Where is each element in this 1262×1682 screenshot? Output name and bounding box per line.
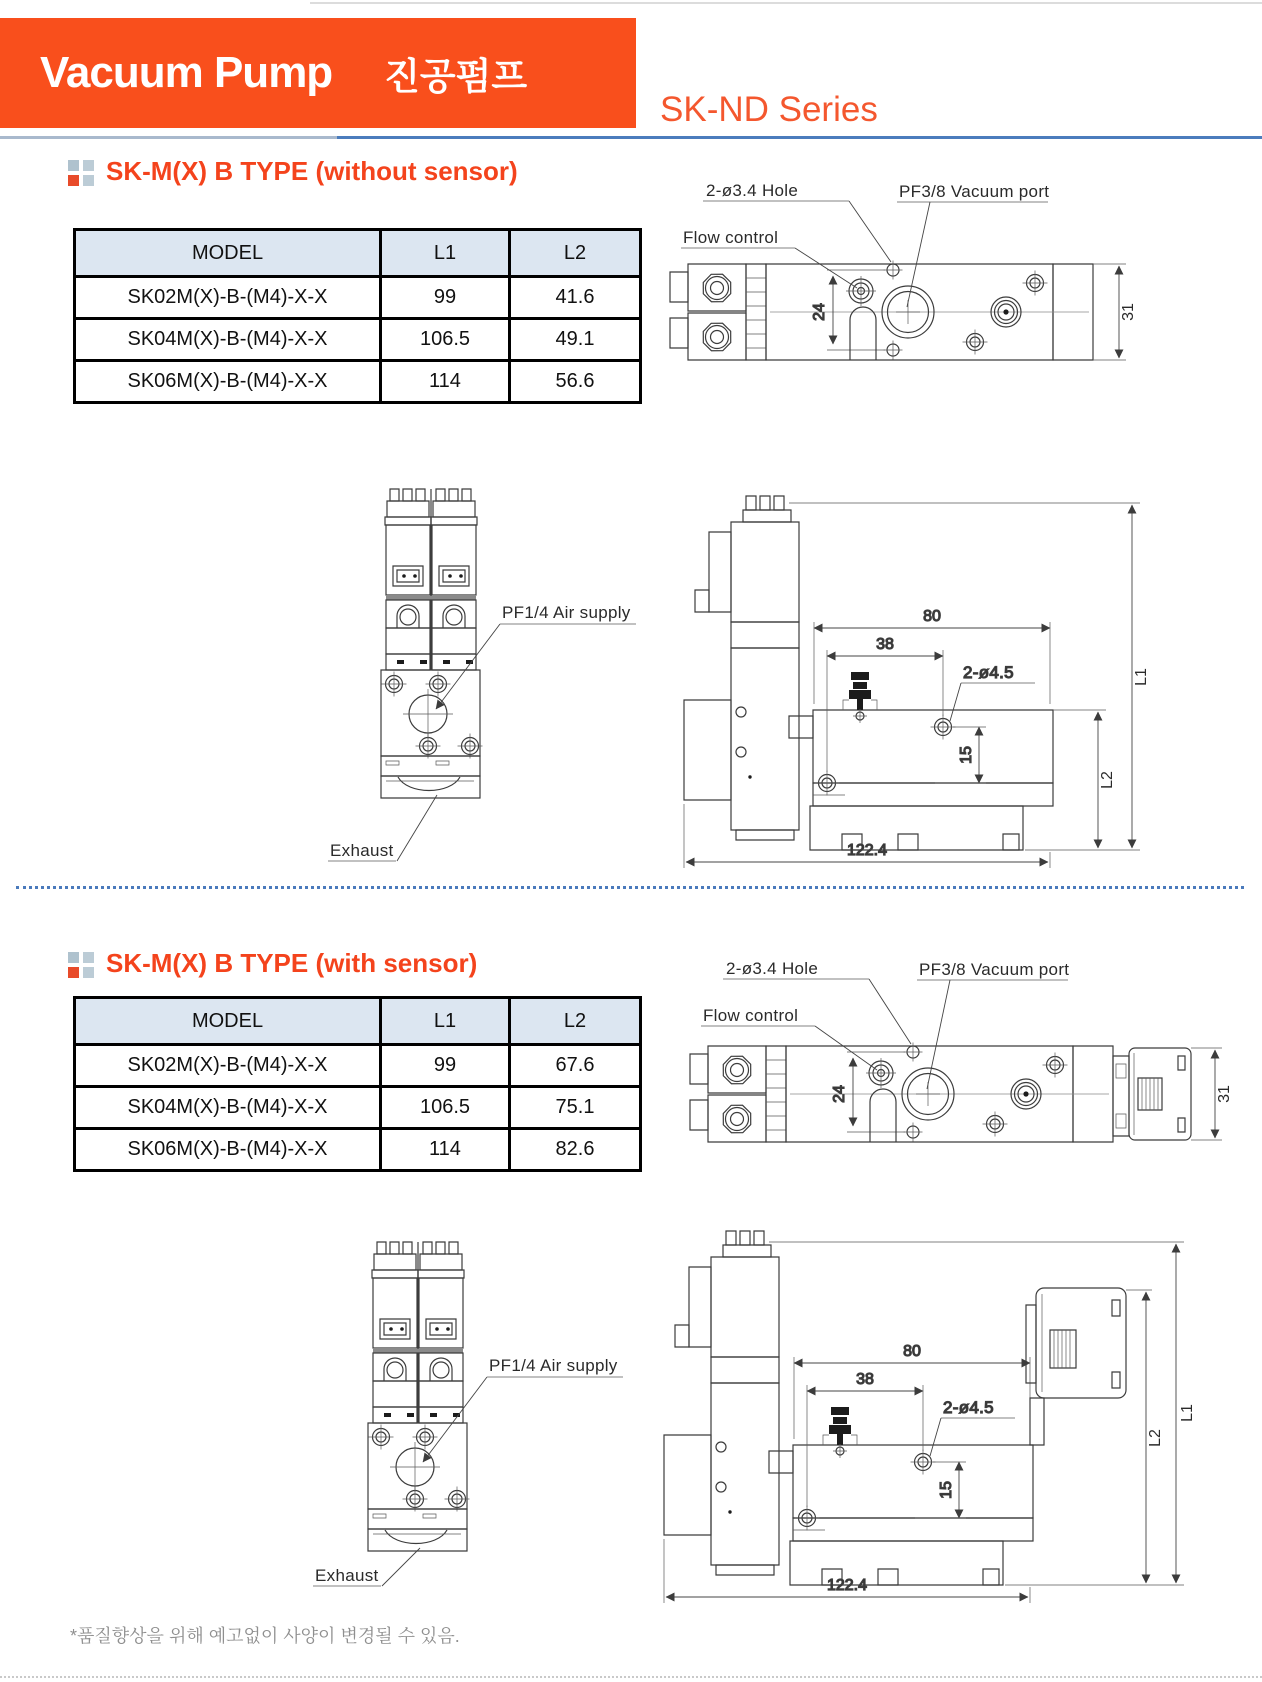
section-title-without-sensor: SK-M(X) B TYPE (without sensor) <box>106 156 518 186</box>
hole-label: 2-ø3.4 Hole <box>726 959 819 978</box>
side-view-drawing-with-sensor <box>640 1205 1260 1625</box>
top-view-drawing-with-sensor <box>660 915 1245 1160</box>
cell-l1: 106.5 <box>381 1087 510 1129</box>
section-bullet-icon <box>68 952 94 978</box>
vacuum-port-label: PF3/8 Vacuum port <box>899 182 1050 201</box>
col-header-l2: L2 <box>510 998 641 1045</box>
cell-l1: 114 <box>381 361 510 403</box>
dim-l2: L2 <box>1099 771 1116 789</box>
page-top-border <box>310 2 1262 4</box>
table-row <box>75 277 641 319</box>
flow-control-label: Flow control <box>683 228 779 247</box>
exhaust-label: Exhaust <box>315 1566 379 1585</box>
series-name: SK-ND Series <box>660 90 878 129</box>
dimension-table-with-sensor <box>73 996 642 1172</box>
page-title-korean: 진공펌프 <box>384 56 528 97</box>
section-title-with-sensor: SK-M(X) B TYPE (with sensor) <box>106 948 478 978</box>
flow-control-label: Flow control <box>703 1006 799 1025</box>
cell-l1: 99 <box>381 1045 510 1087</box>
page-bottom-border <box>0 1676 1262 1678</box>
col-header-model: MODEL <box>75 998 381 1045</box>
col-header-l1: L1 <box>381 998 510 1045</box>
cell-model: SK04M(X)-B-(M4)-X-X <box>75 319 381 361</box>
cell-l2: 49.1 <box>510 319 641 361</box>
table-row <box>75 361 641 403</box>
side-view-drawing-without-sensor <box>655 490 1255 880</box>
sensor-block-side <box>1026 1288 1126 1445</box>
sensor-block-top <box>1113 1048 1191 1140</box>
table-row <box>75 1087 641 1129</box>
section-bullet-icon <box>68 160 94 186</box>
dim-31: 31 <box>1216 1085 1233 1103</box>
cell-l2: 41.6 <box>510 277 641 319</box>
cell-l2: 82.6 <box>510 1129 641 1171</box>
top-view-drawing-without-sensor <box>655 170 1195 395</box>
cell-model: SK02M(X)-B-(M4)-X-X <box>75 277 381 319</box>
cell-l2: 75.1 <box>510 1087 641 1129</box>
footer-note: *품질향상을 위해 예고없이 사양이 변경될 수 있음. <box>70 1626 460 1646</box>
cell-l1: 106.5 <box>381 319 510 361</box>
cell-model: SK06M(X)-B-(M4)-X-X <box>75 361 381 403</box>
dim-l1: L1 <box>1133 668 1150 686</box>
table-row <box>75 319 641 361</box>
cell-l2: 56.6 <box>510 361 641 403</box>
col-header-model: MODEL <box>75 230 381 277</box>
page-title: Vacuum Pump <box>40 48 333 97</box>
dim-l1: L1 <box>1179 1404 1196 1422</box>
header-banner <box>0 18 636 128</box>
air-supply-label: PF1/4 Air supply <box>489 1356 618 1375</box>
dimension-table-without-sensor <box>73 228 642 404</box>
col-header-l2: L2 <box>510 230 641 277</box>
cell-model: SK04M(X)-B-(M4)-X-X <box>75 1087 381 1129</box>
cell-l1: 99 <box>381 277 510 319</box>
front-view-drawing-without-sensor <box>300 480 645 875</box>
cell-model: SK06M(X)-B-(M4)-X-X <box>75 1129 381 1171</box>
hole-label: 2-ø3.4 Hole <box>706 181 799 200</box>
header-rule <box>0 136 1262 139</box>
cell-l2: 67.6 <box>510 1045 641 1087</box>
table-row <box>75 1045 641 1087</box>
vacuum-port-label: PF3/8 Vacuum port <box>919 960 1070 979</box>
air-supply-label: PF1/4 Air supply <box>502 603 631 622</box>
cell-model: SK02M(X)-B-(M4)-X-X <box>75 1045 381 1087</box>
cell-l1: 114 <box>381 1129 510 1171</box>
front-view-drawing-with-sensor <box>295 1235 640 1600</box>
table-row <box>75 1129 641 1171</box>
dim-l2: L2 <box>1147 1429 1164 1447</box>
section-divider <box>16 886 1244 889</box>
dim-31: 31 <box>1120 303 1137 321</box>
col-header-l1: L1 <box>381 230 510 277</box>
exhaust-label: Exhaust <box>330 841 394 860</box>
